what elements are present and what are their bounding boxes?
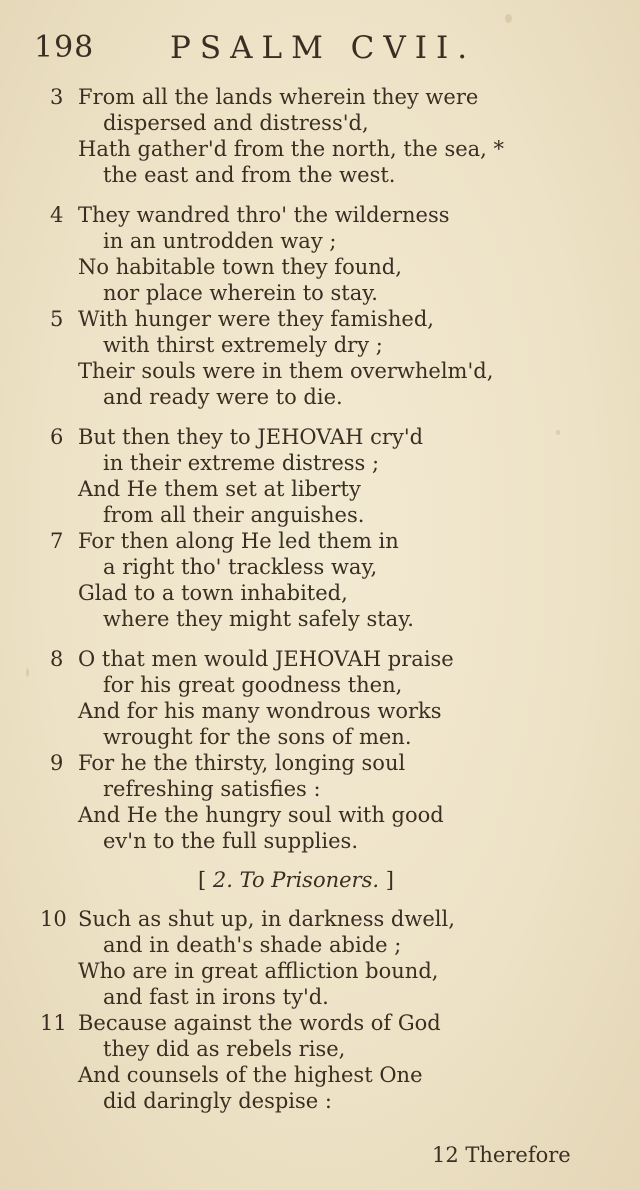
verse-line: [0, 450, 640, 476]
verse-number: 9: [50, 751, 64, 775]
verse-line-text: For he the thirsty, longing soul: [78, 751, 406, 775]
verse-line: [0, 580, 640, 606]
verse-line: [0, 228, 640, 254]
verse-line-text: O that men would JEHOVAH praise: [78, 647, 454, 671]
stanza: [0, 306, 640, 410]
verse-line-text: for his great goodness then,: [103, 673, 403, 697]
verse-line-text: they did as rebels rise,: [103, 1037, 346, 1061]
verse-line: [0, 828, 640, 854]
verse-line: [0, 162, 640, 188]
stanza: [0, 1010, 640, 1114]
verse-line-text: Hath gather'd from the north, the sea, *: [78, 137, 505, 161]
verse-line: [0, 906, 640, 932]
verse-line-text: Their souls were in them overwhelm'd,: [78, 359, 494, 383]
verse-line-text: nor place wherein to stay.: [103, 281, 378, 305]
section-heading: [0, 863, 640, 897]
verse-line: [0, 776, 640, 802]
verse-line: [0, 358, 640, 384]
verse-line-text: the east and from the west.: [103, 163, 396, 187]
verse-line: [0, 306, 640, 332]
verse-line: [0, 1088, 640, 1114]
verse-line-text: From all the lands wherein they were: [78, 85, 479, 109]
verse-line-text: a right tho' trackless way,: [103, 555, 378, 579]
verses-part-2: [0, 906, 640, 1114]
verse-line: [0, 724, 640, 750]
verse-line: [0, 750, 640, 776]
verse-line-text: Glad to a town inhabited,: [78, 581, 348, 605]
verse-line-text: wrought for the sons of men.: [103, 725, 412, 749]
verse-line: [0, 606, 640, 632]
verse-line-text: did daringly despise :: [103, 1089, 332, 1113]
verse-line-text: and fast in irons ty'd.: [103, 985, 329, 1009]
stanza: [0, 424, 640, 528]
catchword: 12 Therefore: [432, 1143, 571, 1167]
stanza: [0, 906, 640, 1010]
verse-line-text: With hunger were they famished,: [78, 307, 434, 331]
stanza: [0, 646, 640, 750]
psalm-text: [0, 84, 640, 1114]
verse-number: 8: [50, 647, 64, 671]
verse-line-text: ev'n to the full supplies.: [103, 829, 358, 853]
verses-part-1: [0, 84, 640, 854]
verse-number: 11: [40, 1011, 67, 1035]
verse-line-text: in their extreme distress ;: [103, 451, 380, 475]
verse-line-text: where they might safely stay.: [103, 607, 414, 631]
stanza: [0, 750, 640, 854]
verse-line: [0, 646, 640, 672]
heading-close-bracket: ]: [385, 868, 394, 892]
heading-text: 2. To Prisoners.: [212, 868, 380, 892]
verse-line-text: dispersed and distress'd,: [103, 111, 369, 135]
verse-line: [0, 1062, 640, 1088]
verse-line-text: And for his many wondrous works: [78, 699, 442, 723]
verse-line-text: No habitable town they found,: [78, 255, 402, 279]
verse-line: [0, 476, 640, 502]
verse-line: [0, 424, 640, 450]
verse-line: [0, 502, 640, 528]
verse-line-text: Such as shut up, in darkness dwell,: [78, 907, 455, 931]
verse-line: [0, 332, 640, 358]
verse-line-text: and in death's shade abide ;: [103, 933, 402, 957]
verse-number: 6: [50, 425, 64, 449]
stanza: [0, 84, 640, 188]
running-title: PSALM CVII.: [170, 30, 477, 66]
verse-line: [0, 254, 640, 280]
verse-line-text: in an untrodden way ;: [103, 229, 337, 253]
verse-line: [0, 202, 640, 228]
verse-line-text: For then along He led them in: [78, 529, 399, 553]
verse-line-text: They wandred thro' the wilderness: [78, 203, 450, 227]
verse-line: [0, 984, 640, 1010]
verse-line: [0, 932, 640, 958]
verse-number: 3: [50, 85, 64, 109]
verse-line: [0, 554, 640, 580]
verse-line: [0, 84, 640, 110]
verse-line: [0, 698, 640, 724]
verse-line-text: Who are in great affliction bound,: [78, 959, 439, 983]
verse-line: [0, 136, 640, 162]
verse-line: [0, 384, 640, 410]
verse-line-text: Because against the words of God: [78, 1011, 441, 1035]
verse-line-text: with thirst extremely dry ;: [103, 333, 383, 357]
verse-line-text: And He them set at liberty: [78, 477, 361, 501]
verse-line: [0, 280, 640, 306]
stanza: [0, 528, 640, 632]
verse-line-text: from all their anguishes.: [103, 503, 365, 527]
verse-number: 10: [40, 907, 67, 931]
verse-line-text: and ready were to die.: [103, 385, 343, 409]
verse-line: [0, 528, 640, 554]
verse-line: [0, 802, 640, 828]
paper-blemish: [505, 14, 512, 23]
verse-line-text: refreshing satisfies :: [103, 777, 321, 801]
verse-line: [0, 1036, 640, 1062]
page-number: 198: [34, 30, 95, 65]
stanza: [0, 202, 640, 306]
page-header: [0, 28, 640, 68]
verse-line-text: And He the hungry soul with good: [78, 803, 444, 827]
heading-open-bracket: [: [198, 868, 207, 892]
verse-line-text: And counsels of the highest One: [78, 1063, 423, 1087]
verse-line: [0, 1010, 640, 1036]
verse-line: [0, 958, 640, 984]
verse-line-text: But then they to JEHOVAH cry'd: [78, 425, 424, 449]
verse-number: 4: [50, 203, 64, 227]
verse-line: [0, 672, 640, 698]
verse-number: 7: [50, 529, 64, 553]
verse-number: 5: [50, 307, 64, 331]
verse-line: [0, 110, 640, 136]
